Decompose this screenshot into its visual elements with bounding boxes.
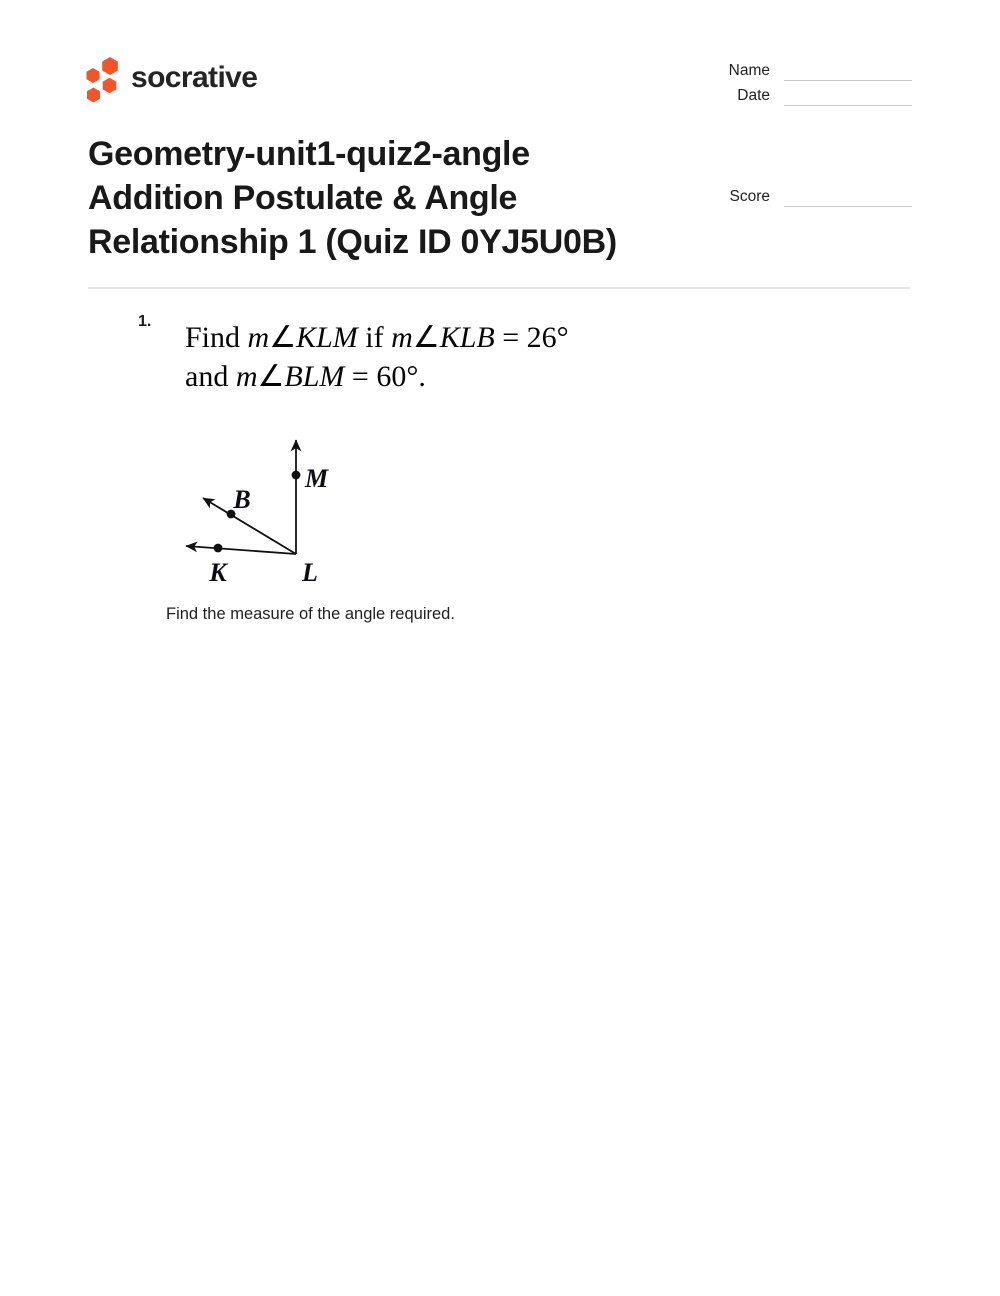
socrative-logo-text: socrative xyxy=(131,61,258,94)
quiz-title-line-1: Geometry-unit1-quiz2-angle xyxy=(88,135,530,173)
label-M: M xyxy=(305,464,329,493)
quiz-title-line-2: Addition Postulate & Angle xyxy=(88,179,518,217)
question-text-segment: KLB xyxy=(439,321,495,354)
question-text-line-1 xyxy=(185,318,665,357)
date-blank-line xyxy=(784,85,912,106)
label-B: B xyxy=(233,485,251,514)
ray-LK xyxy=(186,546,296,554)
question-text-segment: = 26° xyxy=(494,321,569,354)
question-text xyxy=(185,318,665,396)
label-K: K xyxy=(209,558,227,587)
name-label: Name xyxy=(728,62,770,79)
question-text-line-2 xyxy=(185,357,665,396)
socrative-logo xyxy=(80,50,257,108)
question-text-segment: BLM xyxy=(284,360,345,393)
name-blank-line xyxy=(784,60,912,81)
question-number: 1. xyxy=(138,313,152,330)
score-label: Score xyxy=(729,188,770,205)
date-label: Date xyxy=(737,87,770,104)
date-field-row xyxy=(690,85,912,106)
point-K-dot xyxy=(214,544,223,553)
angle-diagram xyxy=(176,428,340,594)
question-instruction: Find the measure of the angle required. xyxy=(166,605,455,623)
point-M-dot xyxy=(292,471,301,480)
question-text-segment: KLM xyxy=(296,321,358,354)
quiz-title-line-3: Relationship 1 (Quiz ID 0YJ5U0B) xyxy=(88,223,617,261)
name-field-row xyxy=(690,60,912,81)
question-text-segment: m xyxy=(235,360,258,393)
question-text-segment: = 60°. xyxy=(344,360,426,393)
question-text-segment: m xyxy=(247,321,270,354)
socrative-hexagons-icon xyxy=(80,52,122,106)
header-divider xyxy=(88,287,910,289)
question-text-segment: if xyxy=(357,321,392,354)
score-blank-line xyxy=(784,186,912,207)
quiz-title xyxy=(88,132,728,264)
question-text-segment: m xyxy=(391,321,413,354)
question-text-segment: ∠ xyxy=(269,321,297,354)
question-text-segment: ∠ xyxy=(257,360,285,393)
question-text-segment: ∠ xyxy=(412,321,440,354)
question-text-segment: Find xyxy=(185,321,248,354)
label-L: L xyxy=(302,558,318,587)
question-text-segment: and xyxy=(185,360,236,393)
